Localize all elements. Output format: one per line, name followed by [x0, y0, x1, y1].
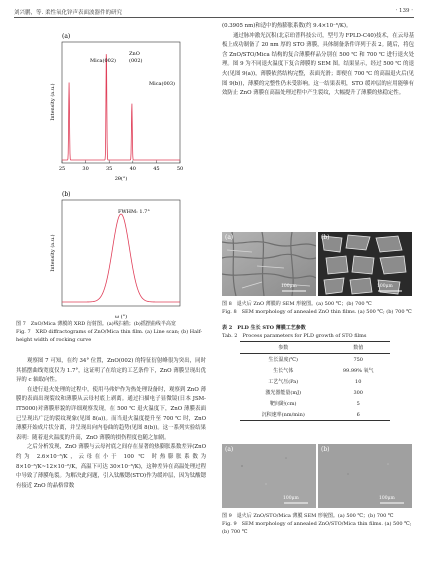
figure-8-caption: [222, 300, 414, 316]
fig8-b-scale-bar: 100μm: [377, 284, 393, 289]
sem-smooth-surface-image: [222, 444, 316, 508]
fig9-b-label: (b): [321, 446, 330, 453]
table-2-title-en: Tab. 2 Process parameters for PLD growth of STO films: [222, 333, 367, 340]
table-cell: 生长温度(℃): [268, 357, 298, 364]
figure-8-caption-en: Fig. 8 SEM morphology of annealed ZnO thin films. (a) 500 ℃; (b) 700 ℃: [222, 309, 412, 316]
header-rule: [14, 17, 414, 18]
fwhm-annotation: FWHM: 1.7°: [118, 209, 150, 215]
rocking-curve-series: [62, 214, 180, 302]
figure-9-caption-en: Fig. 9 SEM morphology of annealed ZnO/STO/Mica thin films. (a) 500 ℃; (b) 700 ℃: [222, 521, 412, 536]
panel-a-label: (a): [62, 33, 71, 40]
peak-label-mica-002: Mica(002): [90, 58, 116, 64]
figure-7-chart: [16, 24, 204, 324]
table-row: [240, 409, 390, 421]
table-2: [240, 341, 390, 421]
figure-7-caption-en: Fig. 7 XRD diffractograms of ZnO/Mica thin film. (a) Line scan; (b) Half-height width of rocking curve: [16, 329, 203, 344]
peak-label-zno: ZnO: [129, 51, 140, 57]
fig9-b-scale-bar: 100μm: [379, 496, 395, 501]
table-row: [240, 387, 390, 398]
panel-b-y-label: Intensity (a.u.): [50, 234, 56, 272]
sem-smooth-surface-image: [318, 444, 412, 508]
fig9-a-scale-bar: 100μm: [283, 496, 299, 501]
table-cell: 6: [326, 409, 390, 421]
table-cell: 99.99% 氧气: [342, 368, 374, 375]
paragraph: 之后分析发现，ZnO 薄膜与云母衬底之间存在显著的热膨胀系数差异(ZnO 约为 2.6×10⁻⁶/K，云母在小于 100 ℃ 时热膨胀系数为 8×10⁻⁶/K~12×10⁻⁶/K，高温下可达 30×10⁻⁶/K)，这种差异在高温处理过程中导致了薄膜龟裂。为解决此问题，引入钛酸锶(STO)作为缓冲层，因为钛酸锶有接近 ZnO 的晶格常数: [16, 444, 206, 489]
sem-image-fig9-b: [318, 444, 412, 508]
x-tick-label: 25: [58, 166, 66, 172]
table-2-block: [222, 324, 414, 421]
x-tick-label: 30: [82, 166, 89, 172]
figure-9-caption: [222, 512, 414, 537]
x-tick-label: 45: [153, 166, 160, 172]
table-row: [240, 398, 390, 409]
sem-image-fig8-b: [318, 232, 412, 296]
page-number: · 139 ·: [395, 8, 413, 14]
figure-7-caption-cn: 图 7 ZnO/Mica 薄膜的 XRD 衍射图。(a)线扫描；(b)摇摆曲线半高宽: [16, 321, 176, 327]
table-row: [240, 354, 390, 366]
fig9-a-label: (a): [225, 446, 234, 453]
figure-7-caption: [16, 320, 206, 345]
paragraph: 通过脉冲激光沉积(北京珀普科技公司，型号为 FPLD-C40)技术，在云母基板上成功制备了 20 nm 厚的 STO 薄膜，具体制备条件详列于表 2。随后，将包含 ZnO/STO/Mica 结构的复合薄膜样品分别在 500 ℃ 和 700 ℃ 进行退火处理。图 9 为不同退火温度下复合薄膜的 SEM 图。结果显示，经过 500 ℃ 的退火(见图 9(a))，薄膜依然结构完整，表面光滑；即便在 700 ℃ 的高温退火后(见图 9(b))，薄膜的完整性仍未受影响。这一结果表明，STO 缓冲层的应用能够有效防止 ZnO 薄膜在高温处理过程中产生裂纹，大幅提升了薄膜的热稳定性。: [222, 32, 414, 97]
table-cell: 激光器能量(mJ): [265, 390, 302, 397]
table-cell: 750: [353, 356, 363, 363]
running-header: 刘兴鹏，等. 柔性氧化锌声表面波器件的研究: [14, 10, 122, 16]
table-header-param: 参数: [240, 342, 326, 354]
table-row: [240, 365, 390, 376]
panel-b-label: (b): [62, 191, 71, 198]
fig8-a-scale-bar: 100μm: [281, 284, 297, 289]
sem-image-fig9-a: [222, 444, 316, 508]
sem-peeled-surface-image: [318, 232, 412, 296]
x-tick-label: 40: [129, 166, 136, 172]
right-column-text: [222, 22, 414, 99]
table-header-value: 数值: [326, 342, 390, 354]
figure-8-caption-cn: 图 8 退火后 ZnO 薄膜的 SEM 形貌图。(a) 500 ℃；(b) 700 ℃: [222, 301, 372, 307]
paragraph: (0.3905 nm)和适中的热膨胀系数(约 9.4×10⁻⁶/K)。: [222, 23, 352, 29]
table-cell: 工艺气压(Pa): [268, 379, 299, 386]
table-cell: 5: [356, 400, 360, 407]
panel-a-frame: [62, 42, 180, 163]
table-cell: 10: [355, 378, 362, 385]
table-cell: 300: [353, 389, 363, 396]
table-2-title-cn: 表 2 PLD 生长 STO 薄膜工艺参数: [222, 325, 306, 331]
xrd-line-scan-series: [62, 54, 180, 160]
table-row: [240, 376, 390, 387]
figure-7: [16, 24, 204, 324]
table-cell: 沉积速率(nm/min): [240, 409, 326, 421]
left-column-text: [16, 357, 206, 491]
panel-b-x-label: ω (°): [114, 314, 128, 320]
figure-9-caption-cn: 图 9 退火后 ZnO/STO/Mica 薄膜 SEM 形貌图。(a) 500 ℃；(b) 700 ℃: [222, 513, 394, 519]
x-tick-label: 35: [106, 166, 113, 172]
x-tick-label: 50: [176, 166, 184, 172]
sem-cracked-surface-image: [222, 232, 316, 296]
fig8-a-label: (a): [225, 234, 234, 241]
panel-a-x-label: 2θ(°): [114, 176, 128, 182]
sem-image-fig8-a: [222, 232, 316, 296]
panel-a-y-label: Intensity (a.u.): [50, 83, 56, 121]
paragraph: 在进行退火处理的过程中，使用马弗炉作为热处理设备时，观察到 ZnO 薄膜的表面出现裂纹和薄膜从云母衬底上剥离。通过扫描电子显微镜(日本 JSM-IT5000)对薄膜形貌的详细观察发现，在 500 ℃ 退火温度下，ZnO 薄膜表面已呈现出广泛的裂纹现象(见图 8(a))。而当退火温度提升至 700 ℃ 时，ZnO 薄膜开始成片状分离，并呈现出向内卷曲的趋势(见图 8(b))。这一系列实验结果表明：随着退火温度的升高，ZnO 薄膜的損伤程度也随之加剧。: [16, 386, 206, 441]
panel-b-frame: [62, 200, 180, 306]
paragraph: 观察图 7 可知，在约 34° 位置，ZnO(002) 的特征衍射峰很为突出，同时其摇摆曲线宽度仅为 1.7°，这证明了在给定的工艺条件下，ZnO 薄膜呈现出优异的 c 轴取向性。: [16, 358, 206, 384]
peak-label-zno-002: (002): [129, 58, 143, 64]
table-cell: 生长气体: [273, 368, 294, 375]
fig8-b-label: (b): [321, 234, 330, 241]
peak-label-mica-003: Mica(003): [149, 81, 175, 87]
table-cell: 靶间距(cm): [269, 401, 297, 408]
panel-a-x-ticks: [59, 161, 183, 173]
